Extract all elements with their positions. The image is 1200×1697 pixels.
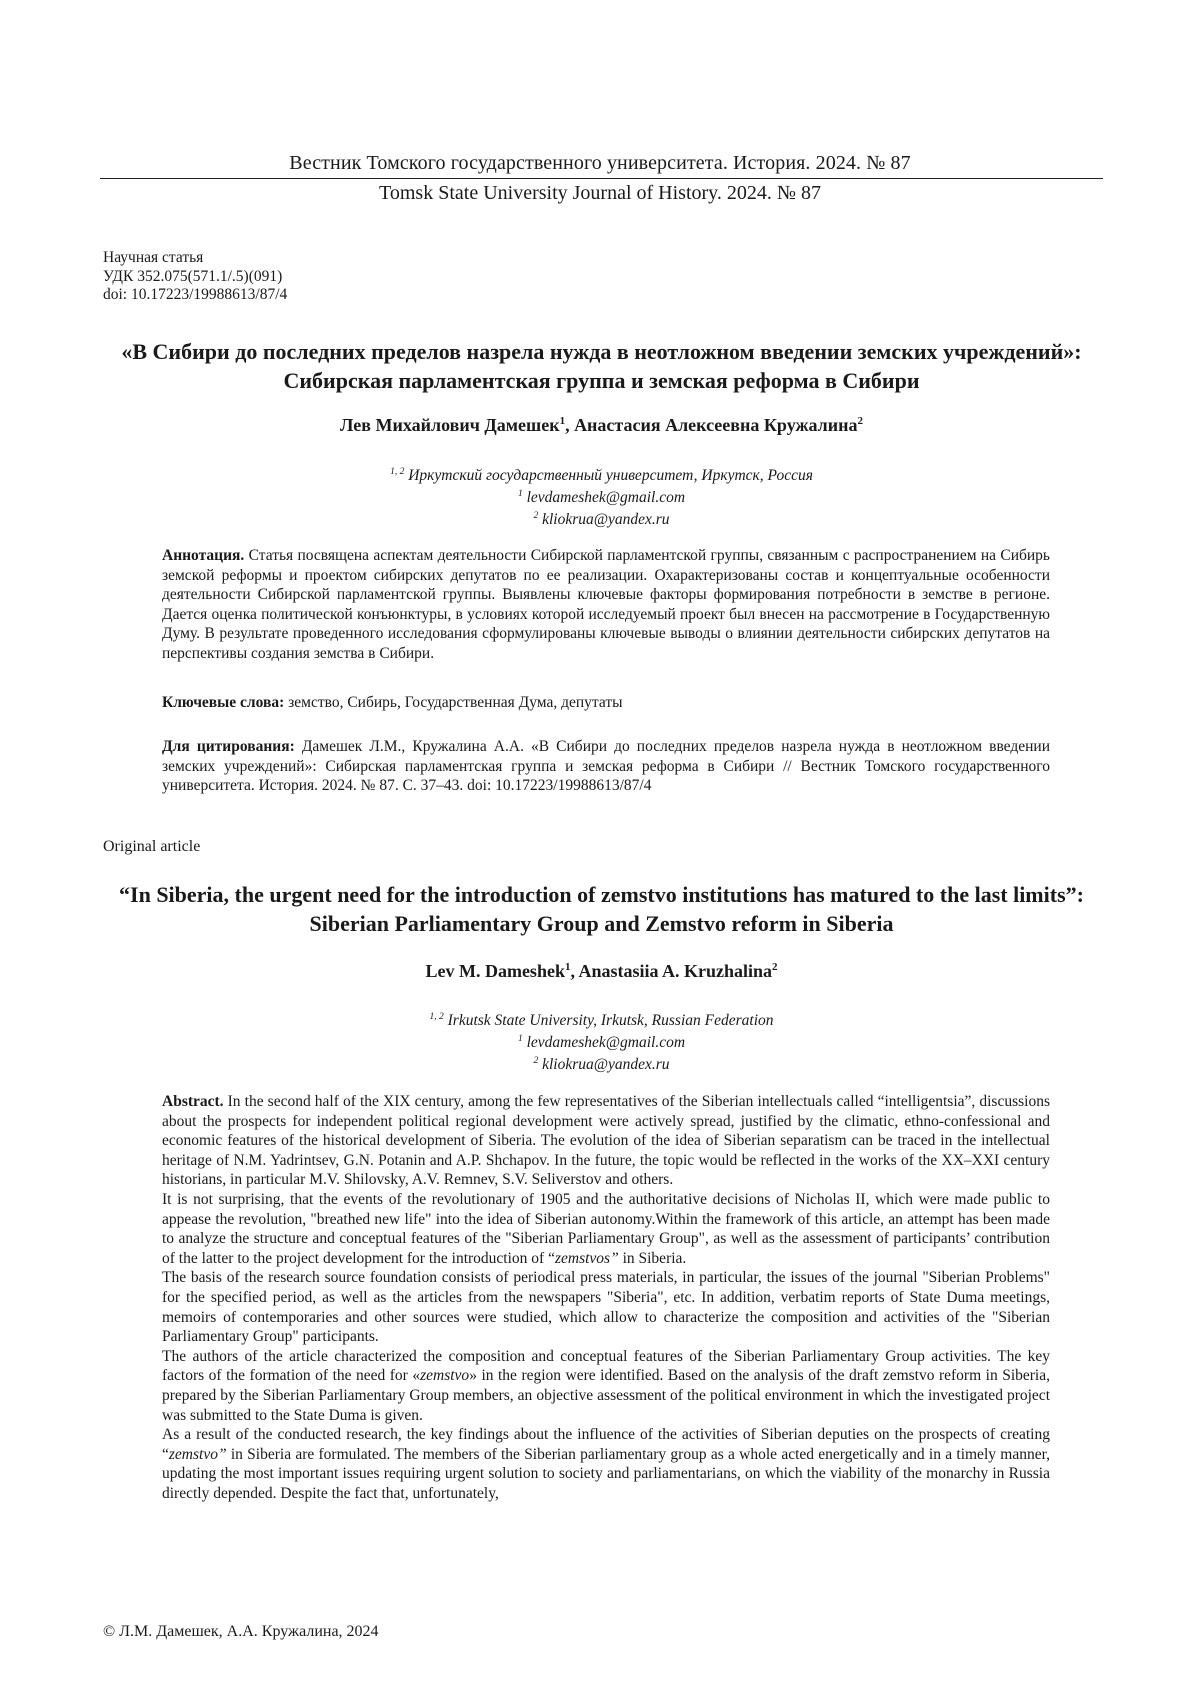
abstract-label-en: Abstract. <box>162 1093 224 1110</box>
affiliation-sup: 1, 2 <box>390 467 405 477</box>
article-title-en: “In Siberia, the urgent need for the introduction of zemstvo institutions has matured to the last limits”: Siberian Parliamentary Group and Zemstvo reform in Siberia <box>119 882 1084 936</box>
author-1-name-en: Lev M. Dameshek <box>425 961 565 981</box>
authors-en <box>103 961 1100 982</box>
abstract-ru <box>162 546 1050 664</box>
abstract-p4-text-a: The authors of the article characterized the composition and conceptual features of the Siberian Parliamentary Group activities. The key factors of the formation of the need for « <box>162 1347 1050 1385</box>
email-1-sup: 1 <box>517 489 523 500</box>
abstract-label-ru: Аннотация. <box>162 547 245 564</box>
affiliation-text-en: Irkutsk State University, Irkutsk, Russian Federation <box>443 1012 774 1030</box>
abstract-paragraph-4 <box>162 1347 1050 1425</box>
email-2-en[interactable]: kliokrua@yandex.ru <box>538 1056 670 1074</box>
author-2-name-en: Anastasiia A. Kruzhalina <box>578 961 773 981</box>
article-type-en: Original article <box>103 838 201 855</box>
article-title-ru: «В Сибири до последних пределов назрела нужда в неотложном введении земских учреждений»: Сибирская парламентская группа и земская реформа в Сибири <box>121 339 1082 393</box>
authors-ru <box>103 415 1100 436</box>
copyright-notice: © Л.М. Дамешек, А.А. Кружалина, 2024 <box>103 1623 379 1640</box>
email-1-line-en <box>103 1030 1100 1052</box>
abstract-p5-italic: zemstvo” <box>168 1445 227 1463</box>
article-type-ru: Научная статья <box>103 249 204 266</box>
affiliation-block-en <box>103 1008 1100 1074</box>
author-2-sup: 2 <box>857 415 864 427</box>
email-2-sup: 2 <box>533 511 539 522</box>
citation-label-ru: Для цитирования: <box>162 738 295 755</box>
journal-header-ru: Вестник Томского государственного университета. История. 2024. № 87 <box>289 152 911 174</box>
abstract-paragraph-1 <box>162 1092 1050 1190</box>
email-2[interactable]: kliokrua@yandex.ru <box>538 511 670 529</box>
abstract-paragraph-5 <box>162 1425 1050 1503</box>
email-2-sup-en: 2 <box>533 1056 539 1067</box>
affiliation-line-en <box>103 1008 1100 1030</box>
author-separator-en: , <box>570 961 579 981</box>
keywords-ru <box>162 693 1050 713</box>
abstract-p4-text-b: » in the region were identified. Based on the analysis of the draft zemstvo reform in Siberia, prepared by the Siberian Parliamentary Group members, an objective assessment of the political environment in which the investigated project was submitted to the State Duma is given. <box>162 1367 1050 1424</box>
abstract-p5-text-b: in Siberia are formulated. The members of the Siberian parliamentary group as a whole acted energetically and in a timely manner, updating the most important issues requiring urgent solution to society and parliamentarians, on which the viability of the monarchy in Russia directly depended. Despite the fact that, unfortunately, <box>162 1445 1050 1502</box>
author-1-sup-en: 1 <box>564 961 571 973</box>
abstract-p2-italic: zemstvos” <box>554 1249 619 1267</box>
affiliation-text: Иркутский государственный университет, Иркутск, Россия <box>404 467 813 485</box>
abstract-p1-text: In the second half of the XIX century, among the few representatives of the Siberian intellectuals called “intelligentsia”, discussions about the prospects for independent political regional development were actively spread, justified by the climatic, ethno-confessional and economic features of the historical development of Siberia. The evolution of the idea of Siberian separatism can be traced in the intellectual heritage of N.M. Yadrintsev, G.N. Potanin and A.P. Shchapov. In the future, the topic would be reflected in the works of the XX–XXI century historians, in particular M.V. Shilovsky, A.V. Remnev, S.V. Seliverstov and others. <box>162 1093 1050 1189</box>
abstract-p4-italic: zemstvo <box>420 1367 470 1385</box>
email-1-en[interactable]: levdameshek@gmail.com <box>522 1034 686 1052</box>
abstract-paragraph-3: The basis of the research source foundation consists of periodical press materials, in particular, the issues of the journal "Siberian Problems" for the specified period, as well as the articles from the newspapers "Siberia", etc. In addition, verbatim reports of State Duma meetings, memoirs of contemporaries and other sources were studied, which allow to characterize the composition and activities of the "Siberian Parliamentary Group" participants. <box>162 1269 1050 1346</box>
email-1-sup-en: 1 <box>517 1034 523 1045</box>
abstract-p2-text-a: It is not surprising, that the events of the revolutionary of 1905 and the authoritative decisions of Nicholas II, which were made public to appease the revolution, "breathed new life" into the idea of Siberian autonomy.Within the framework of this article, an attempt has been made to analyze the structure and conceptual features of the "Siberian Parliamentary Group", as well as the assessment of participants’ contribution of the latter to the project development for the introduction of “ <box>162 1190 1050 1267</box>
email-1-line <box>103 485 1100 507</box>
article-meta <box>103 249 287 305</box>
abstract-en <box>162 1092 1050 1503</box>
author-2-sup-en: 2 <box>772 961 778 973</box>
header-divider <box>100 178 1103 179</box>
author-2-name: Анастасия Алексеевна Кружалина <box>574 415 858 435</box>
keywords-text-ru: земство, Сибирь, Государственная Дума, депутаты <box>284 694 623 711</box>
affiliation-block-ru <box>103 463 1100 529</box>
abstract-p2-text-b: in Siberia. <box>618 1249 687 1267</box>
keywords-label-ru: Ключевые слова: <box>162 694 285 711</box>
author-1-name: Лев Михайлович Дамешек <box>339 415 560 435</box>
abstract-text-ru: Статья посвящена аспектам деятельности Сибирской парламентской группы, связанным с распространением на Сибирь земской реформы и проектом сибирских депутатов по ее реализации. Охарактеризованы состав и концептуальные особенности деятельности Сибирской парламентской группы. Выявлены ключевые факторы формирования потребности в земстве в регионе. Дается оценка политической конъюнктуры, в условиях которой исследуемый проект был внесен на рассмотрение в Государственную Думу. В результате проведенного исследования сформулированы ключевые выводы о влиянии деятельности сибирских депутатов на перспективы создания земства в Сибири. <box>162 547 1050 662</box>
abstract-paragraph-2 <box>162 1190 1050 1268</box>
email-2-line <box>103 507 1100 529</box>
email-2-line-en <box>103 1052 1100 1074</box>
citation-text-ru: Дамешек Л.М., Кружалина А.А. «В Сибири до последних пределов назрела нужда в неотложном введении земских учреждений»: Сибирская парламентская группа и земская реформа в Сибири // Вестник Томского государственного университета. История. 2024. № 87. С. 37–43. doi: 10.17223/19988613/87/4 <box>162 738 1051 795</box>
abstract-p5-text-a: As a result of the conducted research, the key findings about the influence of the activities of Siberian deputies on the prospects of creating “ <box>162 1426 1050 1463</box>
citation-ru <box>162 737 1050 796</box>
author-separator: , <box>565 415 575 435</box>
email-1[interactable]: levdameshek@gmail.com <box>522 489 686 507</box>
affiliation-sup-en: 1, 2 <box>429 1012 444 1022</box>
affiliation-line <box>103 463 1100 485</box>
author-1-sup: 1 <box>559 415 566 427</box>
doi: doi: 10.17223/19988613/87/4 <box>103 286 288 303</box>
journal-header-en: Tomsk State University Journal of History. 2024. № 87 <box>379 182 821 204</box>
udc-code: УДК 352.075(571.1/.5)(091) <box>103 267 283 285</box>
